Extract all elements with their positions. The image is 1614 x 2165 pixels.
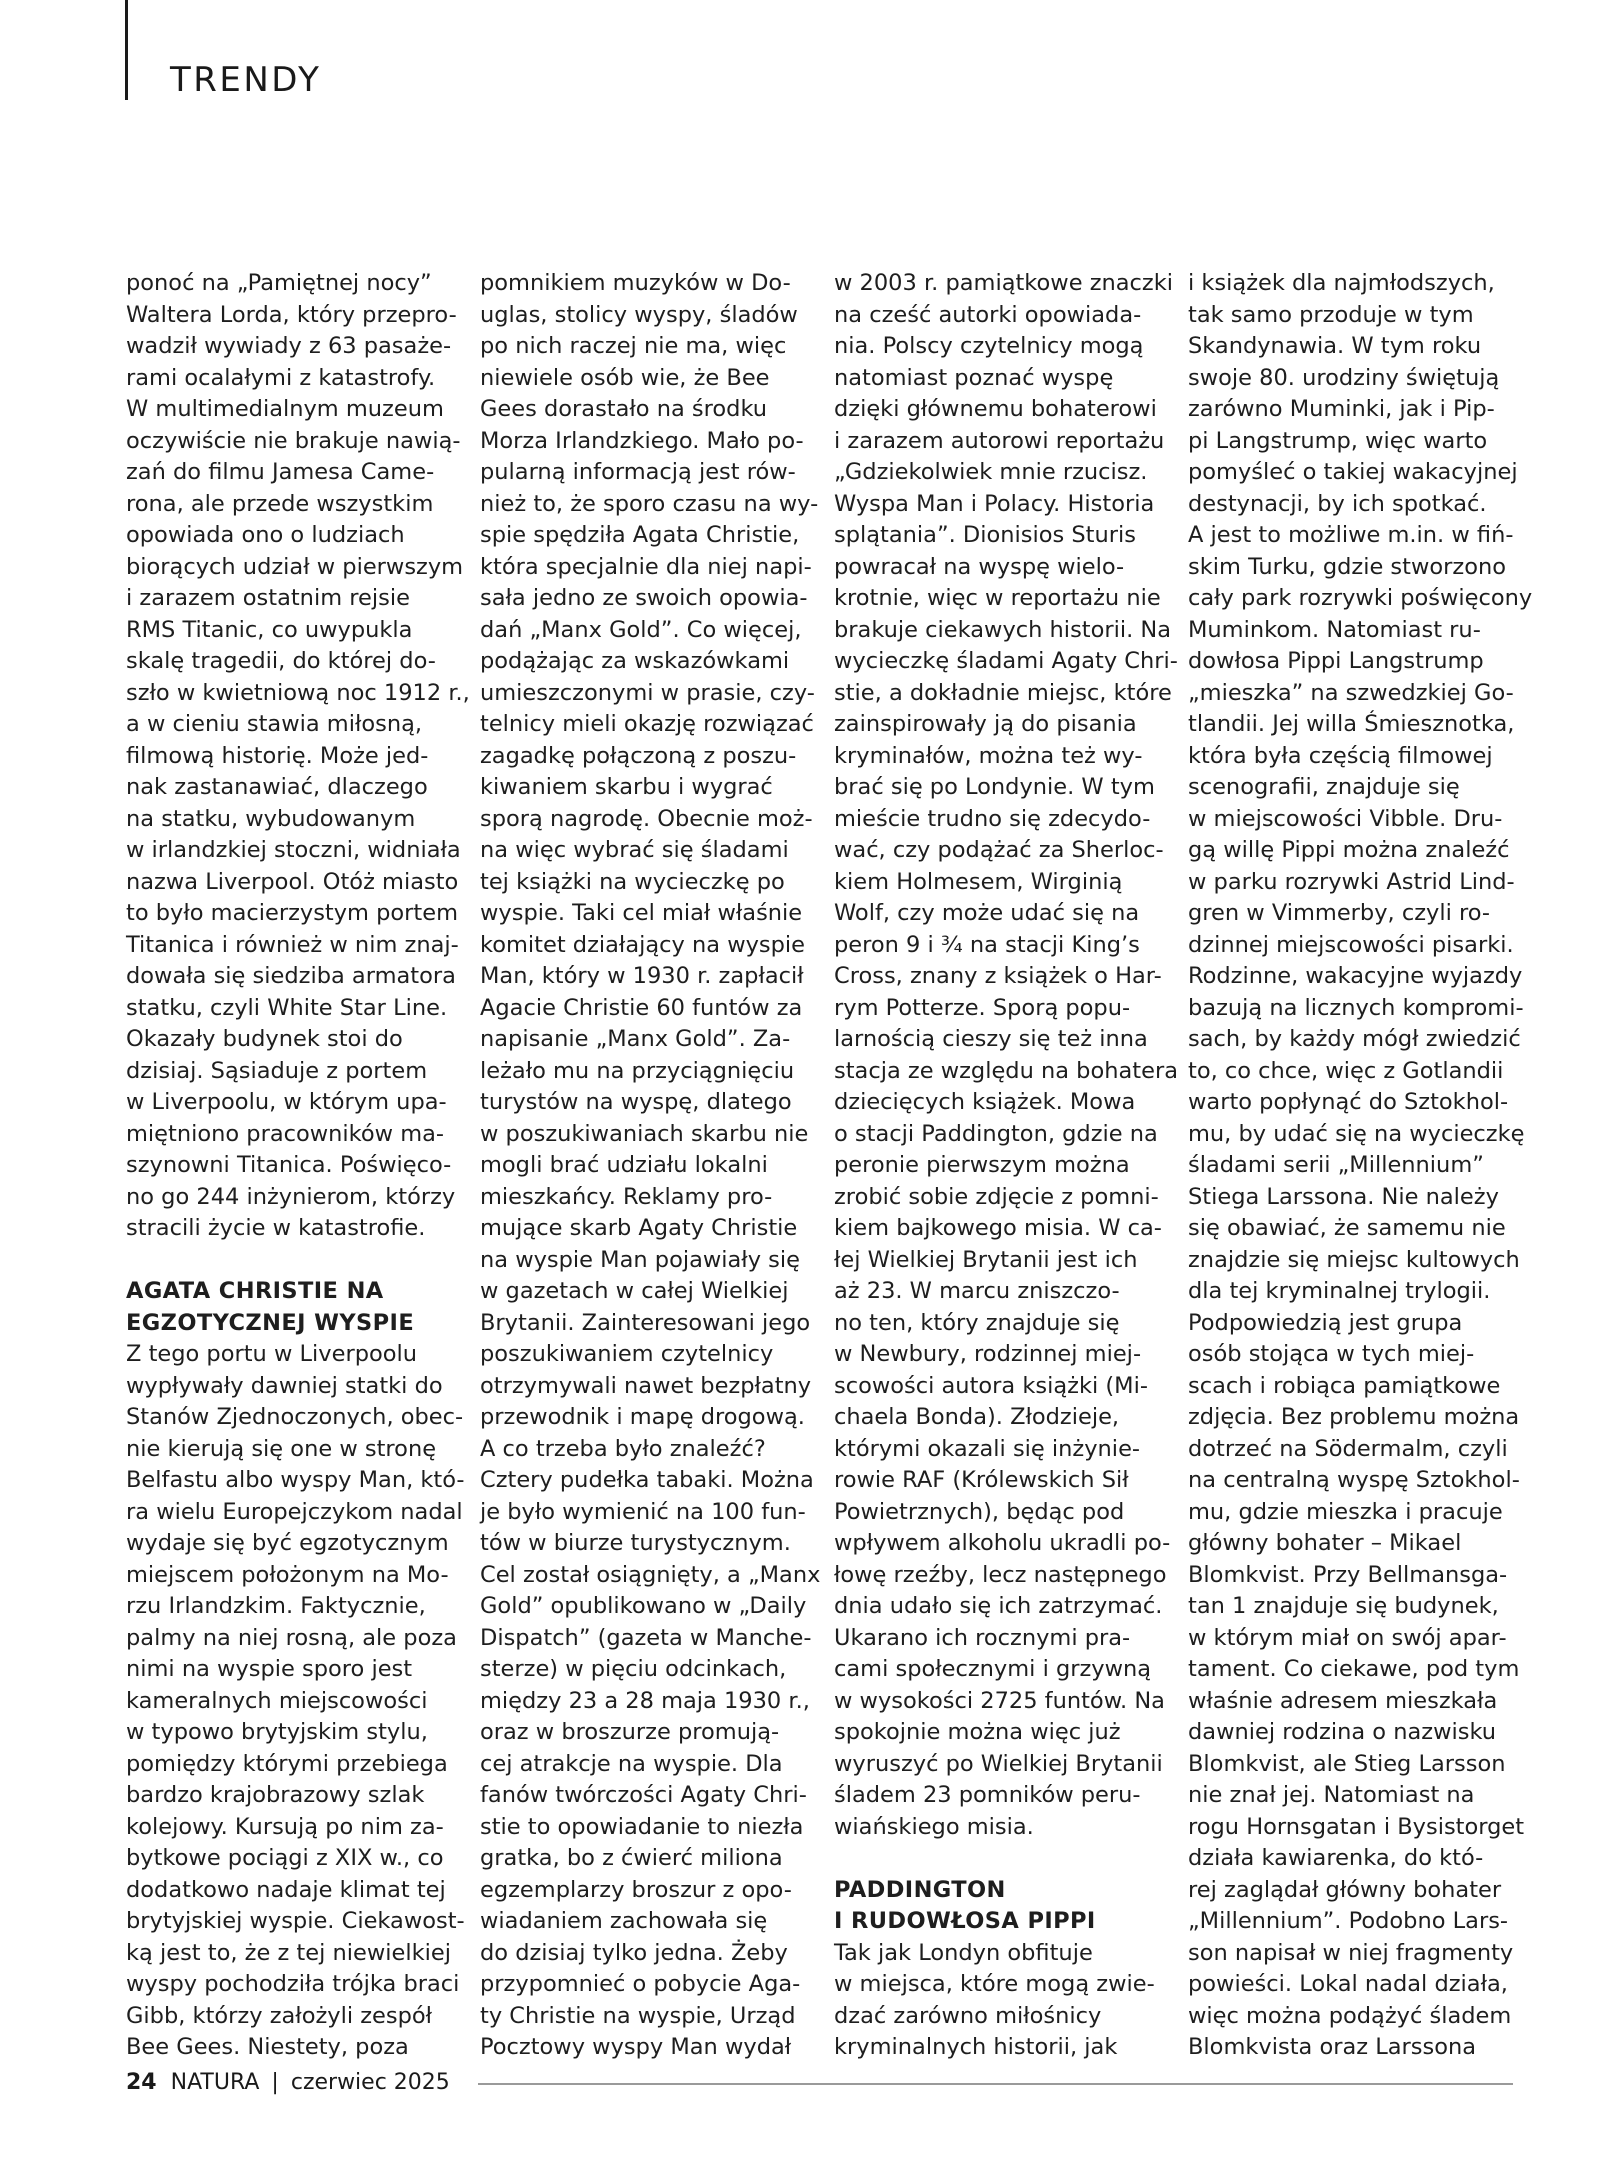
text-line: na centralną wyspę Sztokhol- [1188,1467,1520,1493]
text-line: to było macierzystym portem [126,900,459,926]
text-line: wyspy pochodziła trójka braci [126,1971,460,1997]
text-line: nazwa Liverpool. Otóż miasto [126,868,459,895]
text-line: nak zastanawiać, dlaczego [126,774,428,800]
text-line: poszukiwaniem czytelnicy [480,1341,774,1367]
text-line: znajdzie się miejsc kultowych [1188,1246,1520,1273]
text-line: wpływem alkoholu ukradli po- [834,1530,1171,1556]
text-line: miejscem położonym na Mo- [126,1561,449,1588]
text-line: dawniej rodzina o nazwisku [1188,1719,1497,1745]
text-line: Pocztowy wyspy Man wydał [480,2034,792,2060]
text-line: w miejscowości Vibble. Dru- [1188,805,1503,832]
text-line: Muminkom. Natomiast ru- [1188,616,1481,643]
page-footer [126,2068,450,2098]
text-line: śladem 23 pomników peru- [834,1782,1141,1808]
text-line: dzać zarówno miłośnicy [834,2002,1102,2029]
text-line: brytyjskiej wyspie. Ciekawost- [126,1908,465,1934]
text-line: Gees dorastało na środku [480,396,768,422]
text-line: bazują na licznych kompromi- [1188,994,1524,1021]
text-line: tament. Co ciekawe, pod tym [1188,1656,1520,1682]
text-line: w wysokości 2725 funtów. Na [834,1687,1165,1714]
text-line: rona, ale przede wszystkim [126,490,434,517]
section-heading-line: EGZOTYCZNEJ WYSPIE [126,1309,415,1336]
text-line: nimi na wyspie sporo jest [126,1656,413,1682]
section-heading-line: AGATA CHRISTIE NA [126,1278,384,1304]
text-line: przewodnik i mapę drogową. [480,1404,805,1430]
text-line: aż 23. W marcu zniszczo- [834,1278,1120,1304]
text-line: Stiega Larssona. Nie należy [1188,1183,1499,1210]
text-line: ponoć na „Pamiętnej nocy” [126,270,432,296]
text-line: tan 1 znajduje się budynek, [1188,1593,1499,1619]
section-heading-line: PADDINGTON [834,1876,1006,1903]
text-line: spie spędziła Agata Christie, [480,522,800,548]
text-line: kameralnych miejscowości [126,1687,428,1714]
text-line: Wyspa Man i Polacy. Historia [834,490,1155,517]
text-line: Belfastu albo wyspy Man, któ- [126,1467,465,1493]
text-line: osób stojąca w tych miej- [1188,1341,1475,1367]
text-line: dzięki głównemu bohaterowi [834,396,1157,422]
text-line: swoje 80. urodziny świętują [1188,364,1500,391]
text-line: kiem Holmesem, Wirginią [834,868,1123,895]
text-line: rowie RAF (Królewskich Sił [834,1467,1129,1493]
text-line: egzemplarzy broszur z opo- [480,1876,792,1903]
text-line: Gibb, którzy założyli zespół [126,2002,433,2029]
text-line: Blomkvist. Przy Bellmansga- [1188,1561,1508,1588]
page-number: 24 [126,2070,157,2095]
text-line: Man, który w 1930 r. zapłacił [480,963,804,989]
text-line: bytkowe pociągi z XIX w., co [126,1845,444,1871]
text-line: zainspirowały ją do pisania [834,711,1137,737]
text-line: wycieczkę śladami Agaty Chri- [834,648,1178,674]
text-line: na statku, wybudowanym [126,805,416,832]
text-line: chaela Bonda). Złodzieje, [834,1404,1120,1430]
text-line: wyspie. Taki cel miał właśnie [480,900,803,926]
text-line: gren w Vimmerby, czyli ro- [1188,900,1491,926]
text-line: splątania”. Dionisios Sturis [834,522,1136,548]
text-line: zań do filmu Jamesa Came- [126,459,435,485]
text-line: A jest to możliwe m.in. w fiń- [1188,522,1514,548]
text-line: po nich raczej nie ma, więc [480,333,787,359]
text-line: główny bohater – Mikael [1188,1530,1462,1556]
text-line: dowłosa Pippi Langstrump [1188,648,1484,674]
text-line: i zarazem ostatnim rejsie [126,585,410,611]
text-line: spokojnie można więc już [834,1719,1121,1745]
text-line: filmową historię. Może jed- [126,742,429,769]
text-line: kryminalnych historii, jak [834,2034,1118,2060]
text-line: otrzymywali nawet bezpłatny [480,1372,812,1399]
text-line: Okazały budynek stoi do [126,1026,403,1052]
text-line: wać, czy podążać za Sherloc- [834,837,1164,863]
text-line: cami społecznymi i grzywną [834,1656,1152,1682]
text-line: dotrzeć na Södermalm, czyli [1188,1435,1508,1462]
text-line: „Millennium”. Podobno Lars- [1188,1908,1509,1934]
text-line: gą willę Pippi można znaleźć [1188,837,1510,863]
text-line: Morza Irlandzkiego. Mało po- [480,427,804,454]
text-line: stracili życie w katastrofie. [126,1215,426,1241]
text-line: zagadkę połączoną z poszu- [480,742,797,769]
text-line: tej książki na wycieczkę po [480,868,785,895]
text-line: skim Turku, gdzie stworzono [1188,553,1506,580]
text-line: która była częścią filmowej [1188,742,1493,769]
text-line: peronie pierwszym można [834,1152,1130,1178]
text-line: mieście trudno się zdecydo- [834,805,1151,832]
section-rule [125,0,128,100]
text-line: w poszukiwaniach skarbu nie [480,1120,809,1147]
text-line: scenografii, znajduje się [1188,774,1460,800]
text-line: dla tej kryminalnej trylogii. [1188,1278,1491,1304]
text-line: łej Wielkiej Brytanii jest ich [834,1246,1138,1273]
text-line: a w cieniu stawia miłosną, [126,711,423,737]
text-line: miętniono pracowników ma- [126,1120,445,1147]
text-line: do dzisiaj tylko jedna. Żeby [480,1939,788,1966]
text-line: „Gdziekolwiek mnie rzucisz. [834,459,1148,485]
text-line: no go 244 inżynierom, którzy [126,1183,456,1210]
text-line: Cel został osiągnięty, a „Manx [480,1561,821,1588]
text-line: oraz w broszurze promują- [480,1719,780,1745]
text-line: to, co chce, więc z Gotlandii [1188,1057,1504,1084]
text-line: w gazetach w całej Wielkiej [480,1278,789,1304]
text-line: Skandynawia. W tym roku [1188,333,1482,359]
text-line: A co trzeba było znaleźć? [480,1435,766,1462]
text-line: brakuje ciekawych historii. Na [834,616,1172,643]
text-line: kiwaniem skarbu i wygrać [480,774,773,800]
text-line: szynowni Titanica. Poświęco- [126,1152,452,1178]
text-line: właśnie adresem mieszkała [1188,1687,1498,1714]
text-line: nie znał jej. Natomiast na [1188,1782,1475,1808]
text-line: na cześć autorki opowiada- [834,301,1142,328]
text-line: mu, gdzie mieszka i pracuje [1188,1498,1503,1525]
text-line: pularną informacją jest rów- [480,459,796,485]
text-line: zdjęcia. Bez problemu można [1188,1404,1520,1430]
text-line: o stacji Paddington, gdzie na [834,1120,1158,1147]
text-line: przypomnieć o pobycie Aga- [480,1971,801,1997]
text-line: stacja ze względu na bohatera [834,1057,1178,1084]
text-line: wyruszyć po Wielkiej Brytanii [834,1750,1163,1777]
text-line: pi Langstrump, więc warto [1188,427,1488,454]
text-line: leżało mu na przyciągnięciu [480,1057,795,1084]
text-line: zarówno Muminki, jak i Pip- [1188,396,1495,422]
text-line: rzu Irlandzkim. Faktycznie, [126,1593,426,1619]
text-line: Wolf, czy może udać się na [834,900,1140,926]
text-line: opowiada ono o ludziach [126,522,405,548]
text-line: napisanie „Manx Gold”. Za- [480,1026,791,1052]
paragraph-gap [126,1245,448,1277]
text-line: więc można podążyć śladem [1188,2002,1512,2029]
text-line: mu, by udać się na wycieczkę [1188,1120,1525,1147]
text-column-2 [480,268,821,2064]
text-column-4 [1188,268,1533,2064]
text-line: pomnikiem muzyków w Do- [480,270,791,296]
text-line: dziecięcych książek. Mowa [834,1089,1136,1115]
text-line: palmy na niej rosną, ale poza [126,1624,457,1651]
text-line: ra wielu Europejczykom nadal [126,1498,463,1525]
text-line: zrobić sobie zdjęcie z pomni- [834,1183,1159,1210]
text-line: Titanica i również w nim znaj- [126,931,459,958]
text-line: w typowo brytyjskim stylu, [126,1719,428,1745]
text-line: powracał na wyspę wielo- [834,553,1125,580]
text-line: bardzo krajobrazowy szlak [126,1782,425,1808]
magazine-name: NATURA [170,2070,260,2095]
text-line: skalę tragedii, do której do- [126,648,436,674]
text-line: śladami serii „Millennium” [1188,1152,1484,1178]
text-line: rej zaglądał główny bohater [1188,1876,1502,1903]
text-line: Cross, znany z książek o Har- [834,963,1162,989]
text-line: Waltera Lorda, który przepro- [126,301,457,328]
text-line: umieszczonymi w prasie, czy- [480,679,815,706]
text-line: statku, czyli White Star Line. [126,994,448,1021]
footer-separator: | [271,2070,279,2095]
text-line: powieści. Lokal nadal działa, [1188,1971,1508,1997]
text-line: Agacie Christie 60 funtów za [480,994,803,1021]
text-line: Z tego portu w Liverpoolu [126,1341,418,1367]
text-line: brać się po Londynie. W tym [834,774,1155,800]
text-line: krotnie, więc w reportażu nie [834,585,1161,611]
text-line: kryminałów, można też wy- [834,742,1143,769]
text-line: na więc wybrać się śladami [480,837,789,863]
text-line: kolejowy. Kursują po nim za- [126,1813,444,1840]
text-line: je było wymienić na 100 fun- [480,1498,806,1525]
text-line: łowę rzeźby, lecz następnego [834,1561,1167,1588]
text-line: w którym miał on swój apar- [1188,1624,1507,1651]
text-line: Podpowiedzią jest grupa [1188,1309,1463,1336]
footer-rule [478,2083,1513,2085]
text-line: Dispatch” (gazeta w Manche- [480,1624,812,1651]
text-line: Bee Gees. Niestety, poza [126,2034,409,2060]
text-line: stie, a dokładnie miejsc, które [834,679,1172,706]
text-line: Tak jak Londyn obfituje [834,1939,1093,1966]
text-line: warto popłynąć do Sztokhol- [1188,1089,1509,1115]
text-line: mujące skarb Agaty Christie [480,1215,798,1241]
text-line: w 2003 r. pamiątkowe znaczki [834,270,1174,296]
text-line: dodatkowo nadaje klimat tej [126,1876,446,1903]
text-line: Powietrznych), będąc pod [834,1498,1125,1525]
text-line: sterze) w pięciu odcinkach, [480,1656,787,1682]
text-line: w Liverpoolu, w którym upa- [126,1089,447,1115]
text-line: no ten, który znajduje się [834,1309,1120,1336]
text-line: Cztery pudełka tabaki. Można [480,1467,814,1493]
text-line: wadził wywiady z 63 pasaże- [126,333,452,359]
text-line: rogu Hornsgatan i Bysistorget [1188,1813,1525,1840]
text-line: w irlandzkiej stoczni, widniała [126,837,461,863]
text-line: Brytanii. Zainteresowani jego [480,1309,811,1336]
text-line: komitet działający na wyspie [480,931,806,958]
issue-date: czerwiec 2025 [290,2070,450,2095]
text-line: scowości autora książki (Mi- [834,1372,1148,1399]
text-line: destynacji, by ich spotkać. [1188,490,1487,517]
text-line: między 23 a 28 maja 1930 r., [480,1687,810,1714]
text-line: uglas, stolicy wyspy, śladów [480,301,798,328]
text-line: son napisał w niej fragmenty [1188,1939,1514,1966]
text-line: natomiast poznać wyspę [834,364,1114,391]
text-line: cały park rozrywki poświęcony [1188,585,1533,611]
text-line: dowała się siedziba armatora [126,963,456,989]
text-line: sporą nagrodę. Obecnie moż- [480,805,813,832]
text-line: niewiele osób wie, że Bee [480,364,770,391]
text-line: „mieszka” na szwedzkiej Go- [1188,679,1514,706]
text-line: Rodzinne, wakacyjne wyjazdy [1188,963,1523,989]
paragraph-gap [834,1843,1156,1875]
text-line: dnia udało się ich zatrzymać. [834,1593,1163,1619]
text-line: peron 9 i ¾ na stacji King’s [834,931,1140,958]
text-line: wydaje się być egzotycznym [126,1530,449,1556]
text-line: ką jest to, że z tej niewielkiej [126,1939,451,1966]
text-line: Ukarano ich rocznymi pra- [834,1624,1131,1651]
text-line: sała jedno ze swoich opowia- [480,585,808,611]
text-line: turystów na wyspę, dlatego [480,1089,792,1115]
text-line: wiańskiego misia. [834,1813,1034,1840]
section-heading-line: I RUDOWŁOSA PIPPI [834,1908,1096,1934]
text-line: szło w kwietniową noc 1912 r., [126,679,470,706]
text-line: telnicy mieli okazję rozwiązać [480,711,814,737]
text-line: stie to opowiadanie to niezła [480,1813,804,1840]
text-line: którymi okazali się inżynie- [834,1435,1141,1462]
text-line: larnością cieszy się też inna [834,1026,1148,1052]
text-line: Stanów Zjednoczonych, obec- [126,1404,464,1430]
text-line: na wyspie Man pojawiały się [480,1246,800,1273]
text-line: dzinnej miejscowości pisarki. [1188,931,1514,958]
text-line: kiem bajkowego misia. W ca- [834,1215,1162,1241]
section-label: TRENDY [170,60,322,100]
text-line: dań „Manx Gold”. Co więcej, [480,616,802,643]
text-line: w Newbury, rodzinnej miej- [834,1341,1142,1367]
text-line: się obawiać, że samemu nie [1188,1215,1506,1241]
text-line: działa kawiarenka, do któ- [1188,1845,1484,1871]
text-line: nież to, że sporo czasu na wy- [480,490,819,517]
text-line: oczywiście nie brakuje nawią- [126,427,461,454]
text-line: dzisiaj. Sąsiaduje z portem [126,1057,428,1084]
text-line: fanów twórczości Agaty Chri- [480,1782,807,1808]
text-line: cej atrakcje na wyspie. Dla [480,1750,783,1777]
text-line: scach i robiąca pamiątkowe [1188,1372,1501,1399]
text-line: rami ocalałymi z katastrofy. [126,364,436,391]
text-line: pomyśleć o takiej wakacyjnej [1188,459,1518,485]
text-line: mieszkańcy. Reklamy pro- [480,1183,773,1210]
text-line: wypływały dawniej statki do [126,1372,443,1399]
text-line: i książek dla najmłodszych, [1188,270,1495,296]
text-line: gratka, bo z ćwierć miliona [480,1845,783,1871]
text-line: tlandii. Jej willa Śmiesznotka, [1188,711,1515,737]
text-line: w miejsca, które mogą zwie- [834,1971,1155,1997]
text-line: RMS Titanic, co uwypukla [126,616,413,643]
text-line: ty Christie na wyspie, Urząd [480,2002,796,2029]
text-line: W multimedialnym muzeum [126,396,444,422]
text-line: Blomkvist, ale Stieg Larsson [1188,1750,1506,1777]
text-line: sach, by każdy mógł zwiedzić [1188,1026,1521,1052]
text-line: tów w biurze turystycznym. [480,1530,791,1556]
text-line: nia. Polscy czytelnicy mogą [834,333,1144,359]
text-line: Gold” opublikowano w „Daily [480,1593,807,1619]
text-line: podążając za wskazówkami [480,648,790,674]
text-line: biorących udział w pierwszym [126,553,464,580]
text-line: w parku rozrywki Astrid Lind- [1188,868,1515,895]
text-line: i zarazem autorowi reportażu [834,427,1165,454]
text-line: nie kierują się one w stronę [126,1435,437,1462]
text-line: rym Potterze. Sporą popu- [834,994,1131,1021]
text-line: pomiędzy którymi przebiega [126,1750,448,1777]
text-line: mogli brać udziału lokalni [480,1152,768,1178]
text-line: tak samo przoduje w tym [1188,301,1474,328]
text-column-1 [126,268,470,2064]
text-line: Blomkvista oraz Larssona [1188,2034,1477,2060]
text-column-3 [834,268,1178,2064]
text-line: wiadaniem zachowała się [480,1908,768,1934]
text-line: która specjalnie dla niej napi- [480,553,812,580]
